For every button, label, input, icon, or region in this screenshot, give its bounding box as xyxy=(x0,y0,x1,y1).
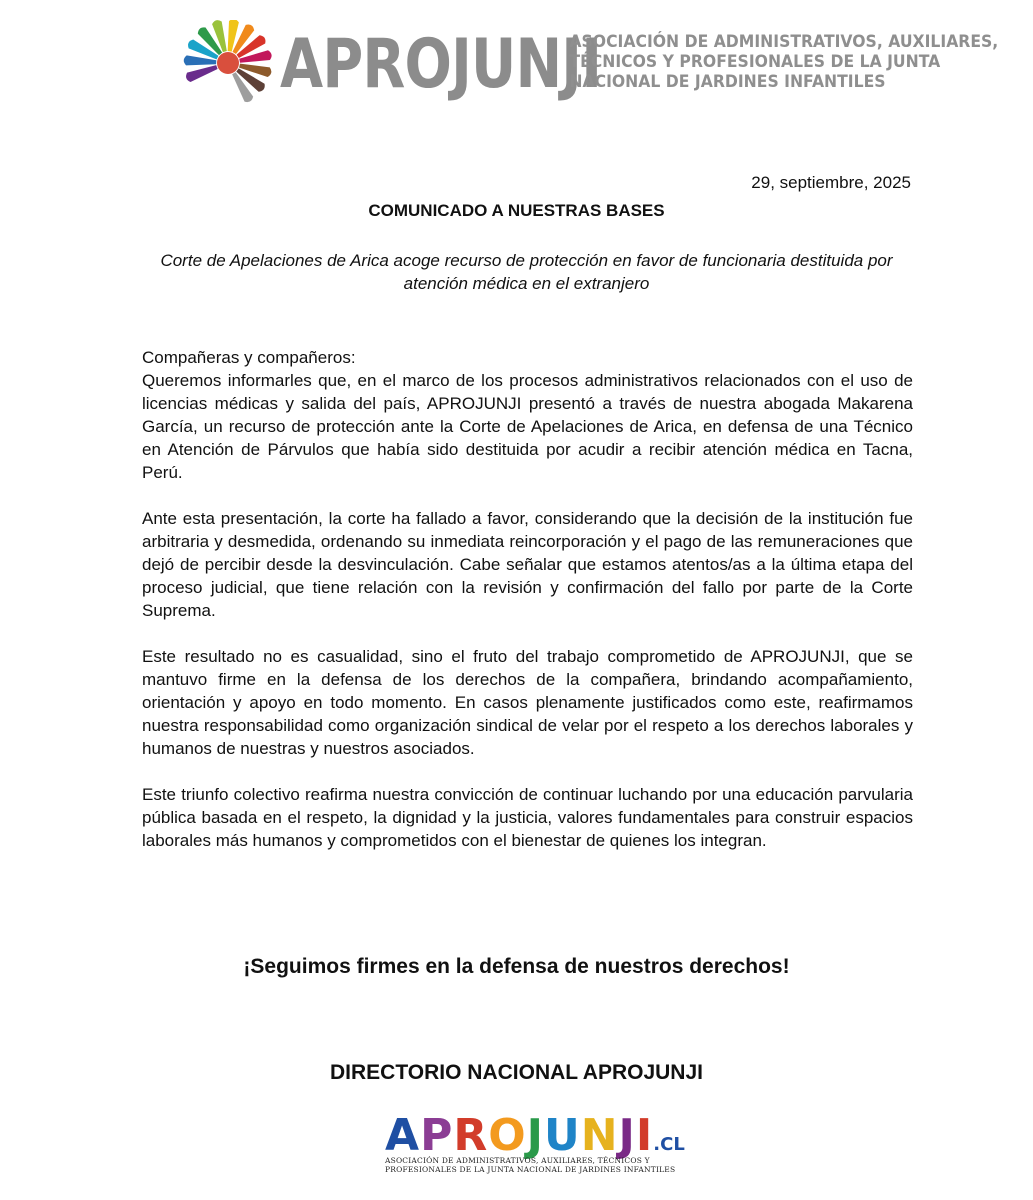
body-paragraph: Este triunfo colectivo reafirma nuestra convicción de continuar luchando por una educación parvularia pública basada en el respeto, la dignidad y la justicia, valores fundamentales para construir espacios laborales más humanos y comprometidos con el bienestar de quienes los integran. xyxy=(142,785,913,850)
footer-brand-letter: N xyxy=(580,1110,619,1161)
footer-brand-letter: P xyxy=(420,1110,454,1161)
body-paragraph: Queremos informarles que, en el marco de los procesos administrativos relacionados con el uso de licencias médicas y salida del país, APROJUNJI presentó a través de nuestra abogada Makarena García, un recurso de protección ante la Corte de Apelaciones de Arica, en defensa de una Técnico en Atención de Párvulos que había sido destituida por acudir a recibir atención médica en Tacna, Perú. xyxy=(142,371,913,482)
greeting: Compañeras y compañeros: xyxy=(142,348,356,367)
footer-brand-letter: J xyxy=(526,1110,544,1161)
document-date: 29, septiembre, 2025 xyxy=(751,173,911,192)
document-subtitle: Corte de Apelaciones de Arica acoge recurso de protección en favor de funcionaria destituida por atención médica en el extranjero xyxy=(160,251,893,293)
logo-petal xyxy=(186,65,218,82)
footer-brand-letter: R xyxy=(453,1110,489,1161)
footer-tagline xyxy=(385,1156,685,1174)
footer-tagline-line: ASOCIACIÓN DE ADMINISTRATIVOS, AUXILIARES, TÉCNICOS Y xyxy=(385,1156,650,1165)
body-paragraph: Ante esta presentación, la corte ha fallado a favor, considerando que la decisión de la institución fue arbitraria y desmedida, ordenando su inmediata reincorporación y el pago de las remuneraciones que dejó de percibir desde la desvinculación. Cabe señalar que estamos atentos/as a la última etapa del proceso judicial, que tiene relación con la revisión y confirmación del fallo por parte de la Corte Suprema. xyxy=(142,509,913,620)
letterhead xyxy=(0,0,1033,120)
footer-brand-letter: A xyxy=(385,1110,421,1161)
document-title: COMUNICADO A NUESTRAS BASES xyxy=(368,201,665,220)
footer-brand-letter: J xyxy=(618,1110,636,1161)
logo-hub xyxy=(217,52,239,74)
slogan: ¡Seguimos firmes en la defensa de nuestros derechos! xyxy=(243,955,790,978)
document-body xyxy=(142,346,913,875)
association-line: NACIONAL DE JARDINES INFANTILES xyxy=(569,72,886,92)
brand-name: APROJUNJI xyxy=(280,25,602,104)
footer-domain: .CL xyxy=(653,1134,685,1155)
footer-brand-letter: I xyxy=(635,1110,654,1161)
body-paragraph: Este resultado no es casualidad, sino el fruto del trabajo comprometido de APROJUNJI, que se mantuvo firme en la defensa de los derechos de la compañera, brindando acompañamiento, orientación y apoyo en todo momento. En casos plenamente justificados como este, reafirmamos nuestra responsabilidad como organización sindical de velar por el respeto a los derechos laborales y humanos de nuestras y nuestros asociados. xyxy=(142,647,913,758)
footer-brand-letter: O xyxy=(488,1110,527,1161)
footer-brand-letter: U xyxy=(543,1110,581,1161)
logo-icon xyxy=(178,20,278,106)
association-line: ASOCIACIÓN DE ADMINISTRATIVOS, AUXILIARES, xyxy=(569,32,999,52)
association-name xyxy=(569,32,999,92)
signature: DIRECTORIO NACIONAL APROJUNJI xyxy=(330,1061,703,1084)
footer-logo xyxy=(385,1112,685,1176)
association-line: TÉCNICOS Y PROFESIONALES DE LA JUNTA xyxy=(569,52,941,72)
footer-tagline-line: PROFESIONALES DE LA JUNTA NACIONAL DE JARDINES INFANTILES xyxy=(385,1165,676,1174)
